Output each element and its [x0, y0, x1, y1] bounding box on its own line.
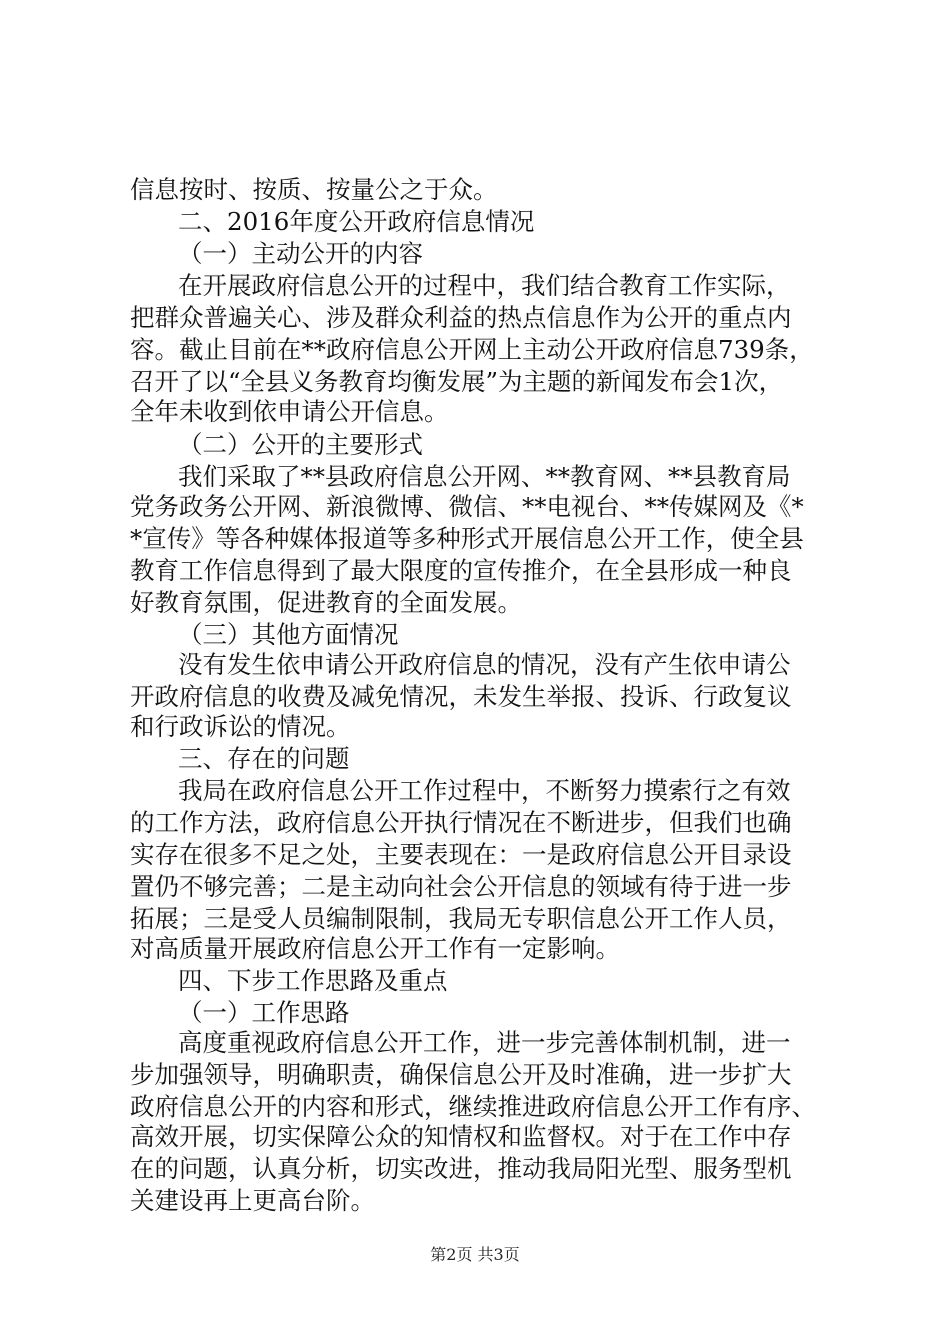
text-line: 没有发生依申请公开政府信息的情况，没有产生依申请公	[178, 650, 791, 679]
text-line: 三、存在的问题	[178, 744, 350, 773]
text-line: 在开展政府信息公开的过程中，我们结合教育工作实际，	[178, 271, 791, 300]
text-line: 好教育氛围，促进教育的全面发展。	[130, 588, 522, 617]
text-line: 步加强领导，明确职责，确保信息公开及时准确，进一步扩大	[130, 1060, 792, 1089]
text-line: 我们采取了**县政府信息公开网、**教育网、**县教育局	[178, 462, 791, 491]
text-line: 高度重视政府信息公开工作，进一步完善体制机制，进一	[178, 1028, 791, 1057]
text-line: 政府信息公开的内容和形式，继续推进政府信息公开工作有序、	[130, 1092, 816, 1121]
text-line: 教育工作信息得到了最大限度的宣传推介，在全县形成一种良	[130, 556, 792, 585]
text-line: （三）其他方面情况	[178, 620, 399, 649]
text-line: *宣传》等各种媒体报道等多种形式开展信息公开工作，使全县	[130, 524, 804, 553]
text-line: 的工作方法，政府信息公开执行情况在不断进步，但我们也确	[130, 808, 792, 837]
text-line: 关建设再上更高台阶。	[130, 1186, 375, 1215]
text-line: 高效开展，切实保障公众的知情权和监督权。对于在工作中存	[130, 1122, 792, 1151]
text-line: 拓展；三是受人员编制限制，我局无专职信息公开工作人员，	[130, 904, 792, 933]
text-line: 在的问题，认真分析，切实改进，推动我局阳光型、服务型机	[130, 1154, 792, 1183]
text-line: 信息按时、按质、按量公之于众。	[130, 175, 498, 204]
text-line: 和行政诉讼的情况。	[130, 712, 351, 741]
text-line: 实存在很多不足之处，主要表现在：一是政府信息公开目录设	[130, 840, 792, 869]
text-line: 二、2016年度公开政府信息情况	[178, 207, 535, 236]
text-line: 开政府信息的收费及减免情况，未发生举报、投诉、行政复议	[130, 682, 792, 711]
text-line: （二）公开的主要形式	[178, 430, 423, 459]
text-line: 置仍不够完善；二是主动向社会公开信息的领域有待于进一步	[130, 872, 792, 901]
text-line: 容。截止目前在**政府信息公开网上主动公开政府信息739条，	[130, 335, 814, 364]
page-footer: 第2页 共3页	[430, 1245, 520, 1264]
text-line: （一）主动公开的内容	[178, 239, 423, 268]
text-line: 我局在政府信息公开工作过程中，不断努力摸索行之有效	[178, 776, 791, 805]
text-line: （一）工作思路	[178, 998, 350, 1027]
text-line: 四、下步工作思路及重点	[178, 966, 448, 995]
text-line: 召开了以“全县义务教育均衡发展”为主题的新闻发布会1次，	[130, 367, 784, 396]
text-line: 全年未收到依申请公开信息。	[130, 397, 449, 426]
text-line: 把群众普遍关心、涉及群众利益的热点信息作为公开的重点内	[130, 303, 792, 332]
text-line: 党务政务公开网、新浪微博、微信、**电视台、**传媒网及《*	[130, 492, 804, 521]
text-line: 对高质量开展政府信息公开工作有一定影响。	[130, 934, 620, 963]
